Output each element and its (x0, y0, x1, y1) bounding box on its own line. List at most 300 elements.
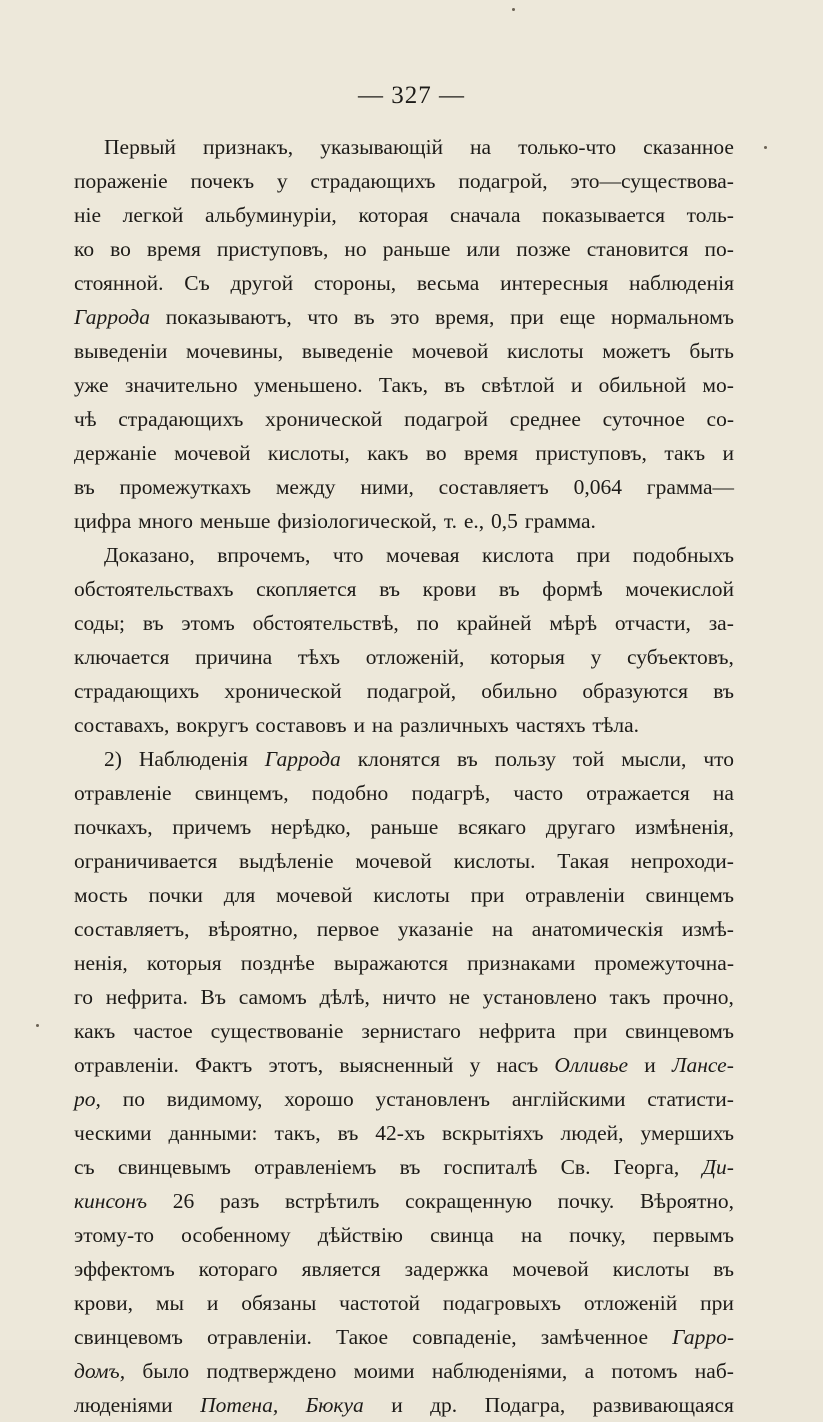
text-line (74, 130, 734, 164)
italic-name: Гаррода (74, 305, 151, 329)
word: что (703, 747, 734, 771)
word: вокругъ (176, 713, 249, 737)
word: промежуточна- (594, 951, 734, 975)
word: въ (379, 577, 400, 601)
word: формѣ (542, 577, 603, 601)
italic-name: Бюкуа (305, 1393, 364, 1417)
word: стоянной. (74, 271, 164, 295)
text-line (74, 300, 734, 334)
word: грамма— (646, 475, 734, 499)
text-line (74, 402, 734, 436)
text-line (74, 504, 734, 538)
word: указаніе (397, 917, 474, 941)
word: показывается (542, 203, 666, 227)
word: выведеніи (74, 339, 168, 363)
word: что (332, 543, 364, 567)
word: раньше (370, 815, 439, 839)
word: и (353, 713, 365, 737)
word: е., (463, 509, 485, 533)
word: составовъ (255, 713, 347, 737)
text-line (74, 198, 734, 232)
italic-name: Лансе- (671, 1053, 734, 1077)
word: ніе (74, 203, 102, 227)
word: мы (155, 1291, 184, 1315)
word: почекъ (190, 169, 255, 193)
word: въ (142, 611, 164, 635)
word: свѣтлой (481, 373, 555, 397)
word: и (722, 441, 734, 465)
word: на (712, 781, 734, 805)
text-line (74, 1014, 734, 1048)
text-line (74, 232, 734, 266)
text-line (74, 878, 734, 912)
text-line (74, 674, 734, 708)
word: Доказано, (104, 543, 195, 567)
word: различныхъ (399, 713, 509, 737)
text-line (74, 640, 734, 674)
word: при (576, 543, 611, 567)
word: много (138, 509, 194, 533)
word: мочевой (174, 441, 251, 465)
word: составляетъ, (74, 917, 190, 941)
word: Первый (104, 135, 176, 159)
word: уменьшено. (253, 373, 363, 397)
word: грамма. (524, 509, 596, 533)
word: по (416, 611, 439, 635)
word: показываютъ, (165, 305, 292, 329)
text-line (74, 606, 734, 640)
word: мочевой (276, 883, 353, 907)
page-number: — 327 — (358, 82, 465, 109)
word: при (470, 883, 505, 907)
word: среднее (509, 407, 581, 431)
word: цифра (74, 509, 132, 533)
word: такъ, (274, 1121, 321, 1145)
word: во (110, 237, 131, 261)
word: причина (195, 645, 273, 669)
word: развивающаяся (592, 1393, 734, 1417)
word: первымъ (652, 1223, 734, 1247)
word: подагрой, (458, 169, 548, 193)
word: впрочемъ, (217, 543, 311, 567)
word: выражаются (333, 951, 449, 975)
word: клонятся (357, 747, 441, 771)
word: у (590, 645, 602, 669)
word: эффектомъ (74, 1257, 175, 1281)
word: частотой (339, 1291, 421, 1315)
word: время, (435, 305, 495, 329)
word: составахъ, (74, 713, 170, 737)
word: и (570, 373, 583, 397)
word: частое (133, 1019, 193, 1043)
word: мочевая (386, 543, 460, 567)
word: замѣченное (540, 1325, 648, 1349)
word: встрѣтилъ (285, 1189, 380, 1213)
paper-speck (764, 146, 767, 149)
word: отравленіи (525, 883, 625, 907)
text-line (74, 810, 734, 844)
word: выясненный (339, 1053, 454, 1077)
word: существованіе (210, 1019, 344, 1043)
text-line (74, 1150, 734, 1184)
word: признакъ, (202, 135, 294, 159)
word: интересныя (500, 271, 609, 295)
word: умершихъ (640, 1121, 734, 1145)
word: въ (353, 305, 375, 329)
word: какъ (367, 441, 409, 465)
word: позже (516, 237, 571, 261)
text-line (74, 1286, 734, 1320)
word: признаками (467, 951, 576, 975)
word: 2) (104, 747, 122, 771)
word: кислоты, (267, 441, 350, 465)
word: ко (74, 237, 95, 261)
word: свинцевомъ (625, 1019, 734, 1043)
word: которая (358, 203, 429, 227)
word: мысли, (621, 747, 687, 771)
word: альбуминуріи, (204, 203, 337, 227)
word: у (276, 169, 288, 193)
word: въ (399, 1155, 421, 1179)
word: разъ (219, 1189, 260, 1213)
word: это (390, 305, 420, 329)
word: въ (74, 475, 95, 499)
word: такъ (664, 441, 706, 465)
word: тѣхъ (297, 645, 341, 669)
word: измѣ- (681, 917, 734, 941)
body-text (74, 130, 734, 1422)
word: почки (148, 883, 203, 907)
word: нормальномъ (611, 305, 734, 329)
word: дѣйствію (317, 1223, 403, 1247)
word: насъ (496, 1053, 539, 1077)
word: можетъ (602, 339, 671, 363)
word: сокращенную (405, 1189, 533, 1213)
word: промежуткахъ (119, 475, 252, 499)
paper-speck (36, 1024, 39, 1027)
text-line (74, 572, 734, 606)
word: хронической (265, 407, 383, 431)
word: въ (713, 679, 734, 703)
word: въ (457, 747, 478, 771)
word: пораженіе (74, 169, 168, 193)
word: у (469, 1053, 481, 1077)
word: почку. (557, 1189, 615, 1213)
word: отложеній, (365, 645, 465, 669)
text-line (74, 436, 734, 470)
word: физіологической, (277, 509, 437, 533)
word: отражается (586, 781, 690, 805)
word: наблюденія (628, 271, 734, 295)
word: является (301, 1257, 381, 1281)
word: хронической (224, 679, 342, 703)
word: страдающихъ (310, 169, 436, 193)
italic-name: ро, (74, 1087, 101, 1111)
word: Въ (200, 985, 226, 1009)
word: свинцевымъ (117, 1155, 231, 1179)
word: непроходи- (630, 849, 734, 873)
word: страдающихъ (118, 407, 244, 431)
word: по- (704, 237, 734, 261)
word: госпиталѣ (443, 1155, 538, 1179)
word: мочевой (355, 849, 432, 873)
word: хорошо (284, 1087, 354, 1111)
word: не (448, 985, 470, 1009)
word: наблюденіями, (431, 1359, 568, 1383)
word: мочевины, (186, 339, 284, 363)
word: на (470, 135, 492, 159)
word: на (492, 917, 514, 941)
word: наб- (694, 1359, 734, 1383)
word: которыя (146, 951, 222, 975)
word: значительно (124, 373, 238, 397)
word: было (142, 1359, 190, 1383)
word: вѣроятно, (208, 917, 299, 941)
word: совпаденіе, (412, 1325, 517, 1349)
word: Георга, (613, 1155, 680, 1179)
word: суточное (602, 407, 685, 431)
word: и (644, 1053, 656, 1077)
word: но (344, 237, 367, 261)
word: другаго (545, 815, 616, 839)
word: кислоты (612, 1257, 690, 1281)
word: Наблюденія (138, 747, 248, 771)
word: данными: (168, 1121, 258, 1145)
word: быть (689, 339, 734, 363)
word: ними, (360, 475, 414, 499)
word: ничто (382, 985, 437, 1009)
word: Такъ, (378, 373, 428, 397)
word: позднѣе (240, 951, 315, 975)
word: выведеніе (301, 339, 394, 363)
italic-name: Гарро- (672, 1325, 734, 1349)
word: это—существова- (570, 169, 734, 193)
word: страдающихъ (74, 679, 200, 703)
word: др. (430, 1393, 458, 1417)
word: установленъ (375, 1087, 491, 1111)
word: обязаны (241, 1291, 317, 1315)
word: люденіями (74, 1393, 173, 1417)
word: свинца (430, 1223, 494, 1247)
word: этомъ (181, 611, 235, 635)
word: субъектовъ, (626, 645, 734, 669)
word: мо- (702, 373, 734, 397)
word: вскрытіяхъ (441, 1121, 544, 1145)
word: Фактъ (195, 1053, 253, 1077)
text-line (74, 1320, 734, 1354)
word: обстоятельствѣ, (252, 611, 399, 635)
text-line (74, 1252, 734, 1286)
word: свинцемъ (645, 883, 734, 907)
word: 0,5 (491, 509, 518, 533)
word: нефрита (478, 1019, 556, 1043)
word: особенному (181, 1223, 291, 1247)
word: крови (422, 577, 477, 601)
italic-name: кинсонъ (74, 1189, 148, 1213)
word: для (223, 883, 256, 907)
word: во (425, 441, 447, 465)
word: держаніе (74, 441, 157, 465)
word: самомъ (238, 985, 307, 1009)
word: Подагра, (484, 1393, 566, 1417)
word: установлено (482, 985, 597, 1009)
word: или (466, 237, 501, 261)
word: весьма (416, 271, 480, 295)
word: подобныхъ (632, 543, 734, 567)
word: мочевой (411, 339, 489, 363)
word: а (584, 1359, 595, 1383)
word: Съ (184, 271, 210, 295)
italic-name: Олливье (554, 1053, 629, 1077)
word: анатомическія (531, 917, 664, 941)
text-line (74, 776, 734, 810)
word: соды; (74, 611, 126, 635)
word: подагрой, (366, 679, 457, 703)
word: время (146, 237, 201, 261)
word: подагрѣ, (411, 781, 491, 805)
word: на (371, 713, 393, 737)
word: которыя (490, 645, 565, 669)
word: этому-то (74, 1223, 155, 1247)
word: отравленіемъ (254, 1155, 377, 1179)
word: отравленіе (74, 781, 172, 805)
word: почкахъ, (74, 815, 153, 839)
word: крайней (456, 611, 532, 635)
word: время (464, 441, 518, 465)
italic-name: Гаррода (264, 747, 341, 771)
text-line (74, 742, 734, 776)
word: въ (444, 373, 465, 397)
word: мость (74, 883, 128, 907)
word: моими (353, 1359, 415, 1383)
word: еще (559, 305, 596, 329)
word: Такое (336, 1325, 389, 1349)
word: прочно, (663, 985, 734, 1009)
paper-speck (512, 8, 515, 11)
word: подагрой (404, 407, 489, 431)
word: т. (443, 509, 457, 533)
word: и (206, 1291, 219, 1315)
word: потомъ (611, 1359, 678, 1383)
word: становится (586, 237, 689, 261)
word: Такая (557, 849, 609, 873)
word: отравленіи. (74, 1053, 179, 1077)
word: составляетъ (438, 475, 549, 499)
word: чѣ (74, 407, 97, 431)
word: при (510, 305, 544, 329)
word: при (573, 1019, 608, 1043)
word: той (572, 747, 605, 771)
text-line (74, 164, 734, 198)
italic-name: Потена, (200, 1393, 279, 1417)
text-line (74, 1048, 734, 1082)
word: кислоты (373, 883, 450, 907)
text-line (74, 1082, 734, 1116)
word: отчасти, (614, 611, 691, 635)
word: съ (74, 1155, 95, 1179)
word: при (700, 1291, 734, 1315)
word: образуются (582, 679, 689, 703)
word: причемъ (172, 815, 252, 839)
word: приступовъ, (216, 237, 329, 261)
word: 42-хъ (375, 1121, 425, 1145)
word: въ (337, 1121, 359, 1145)
italic-name: Ди- (702, 1155, 734, 1179)
word: нерѣдко, (270, 815, 351, 839)
word: кислота (482, 543, 554, 567)
word: подтверждено (206, 1359, 337, 1383)
word: мочевой (512, 1257, 589, 1281)
text-line (74, 980, 734, 1014)
text-line (74, 368, 734, 402)
word: англійскими (511, 1087, 626, 1111)
word: уже (74, 373, 109, 397)
word: пользу (494, 747, 556, 771)
word: частяхъ (515, 713, 586, 737)
word: мочекислой (625, 577, 734, 601)
word: такъ (609, 985, 651, 1009)
word: ненія, (74, 951, 128, 975)
word: легкой (122, 203, 184, 227)
word: ограничивается (74, 849, 218, 873)
text-line (74, 1388, 734, 1422)
word: почку, (569, 1223, 626, 1247)
word: видимому, (166, 1087, 263, 1111)
word: измѣненія, (635, 815, 734, 839)
word: меньше (199, 509, 271, 533)
word: какъ (74, 1019, 116, 1043)
word: го (74, 985, 94, 1009)
text-line (74, 266, 734, 300)
word: обильной (598, 373, 687, 397)
text-line (74, 844, 734, 878)
word: крови, (74, 1291, 133, 1315)
word: въ (713, 1257, 734, 1281)
word: свинцемъ, (194, 781, 289, 805)
word: кислоты. (453, 849, 536, 873)
word: первое (316, 917, 380, 941)
word: сказанное (643, 135, 734, 159)
word: за- (708, 611, 734, 635)
word: подагровыхъ (442, 1291, 561, 1315)
word: на (520, 1223, 542, 1247)
word: указывающій (320, 135, 444, 159)
word: обстоятельствахъ (74, 577, 234, 601)
text-line (74, 1218, 734, 1252)
text-line (74, 470, 734, 504)
word: стороны, (313, 271, 397, 295)
word: зернистаго (361, 1019, 461, 1043)
word: Вѣроятно, (639, 1189, 734, 1213)
word: обильно (481, 679, 558, 703)
word: раньше (382, 237, 451, 261)
word: со- (706, 407, 734, 431)
text-line (74, 1184, 734, 1218)
word: въ (498, 577, 520, 601)
word: Св. (560, 1155, 591, 1179)
text-line (74, 708, 734, 742)
italic-name: домъ, (74, 1359, 126, 1383)
word: дѣлѣ, (319, 985, 370, 1009)
word: скопляется (256, 577, 357, 601)
word: 0,064 (573, 475, 622, 499)
word: мѣрѣ (549, 611, 598, 635)
word: людей, (560, 1121, 624, 1145)
word: только-что (518, 135, 617, 159)
word: и (391, 1393, 403, 1417)
word: толь- (686, 203, 734, 227)
word: часто (513, 781, 564, 805)
